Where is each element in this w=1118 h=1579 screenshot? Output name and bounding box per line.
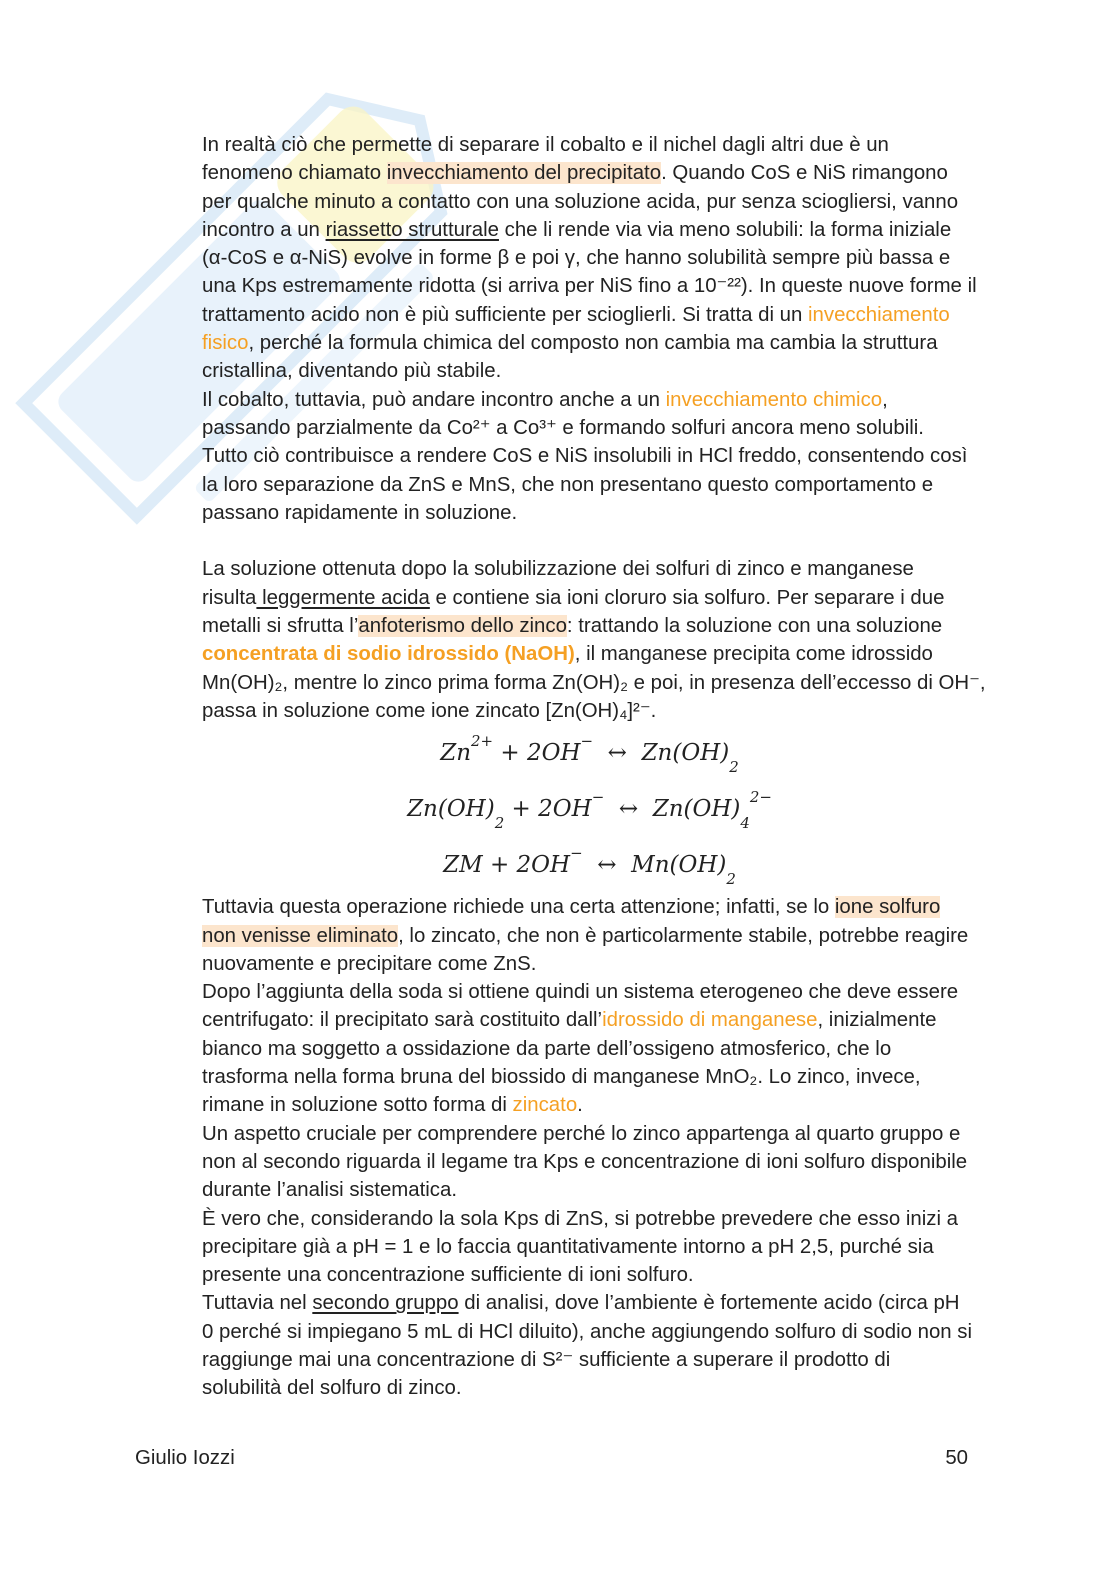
- orange-keyword: idrossido di manganese: [602, 1009, 818, 1032]
- superscript: −: [570, 844, 583, 863]
- text-segment: passano rapidamente in soluzione.: [202, 501, 518, 524]
- text-segment: , perché la formula chimica del composto non cambia ma cambia la struttura: [248, 332, 938, 355]
- text-segment: Tuttavia nel: [202, 1292, 313, 1315]
- text-segment: raggiunge mai una concentrazione di S²⁻ sufficiente a superare il prodotto di: [202, 1348, 891, 1371]
- text-line: [202, 950, 1002, 978]
- text-segment: cristallina, diventando più stabile.: [202, 360, 502, 383]
- text-line: [202, 584, 1002, 612]
- text-line: [202, 301, 1002, 329]
- text-segment: , il manganese precipita come idrossido: [574, 643, 933, 666]
- subscript: 2: [494, 814, 505, 833]
- document-body: [202, 131, 1002, 1403]
- text-line: [202, 640, 1002, 668]
- text-line: [202, 414, 1002, 442]
- superscript: −: [591, 788, 605, 807]
- equation: [202, 725, 977, 781]
- text-line: [202, 1120, 1002, 1148]
- equation: [202, 837, 977, 893]
- text-line: [202, 1289, 1002, 1317]
- text-segment: ↔ Zn(OH): [604, 796, 741, 823]
- text-segment: , inizialmente: [817, 1009, 937, 1032]
- text-segment: una Kps estremamente ridotta (si arriva per NiS fino a 10⁻²²). In queste nuove forme il: [202, 275, 977, 298]
- superscript: 2+: [471, 732, 494, 751]
- text-segment: .: [577, 1094, 583, 1117]
- footer-author: Giulio Iozzi: [135, 1447, 235, 1469]
- text-segment: , lo zincato, che non è particolarmente stabile, potrebbe reagire: [398, 924, 969, 947]
- text-line: [202, 612, 1002, 640]
- bold-orange-keyword: concentrata di sodio idrossido (NaOH): [202, 643, 575, 666]
- text-line: [202, 386, 1002, 414]
- text-line: [202, 1006, 1002, 1034]
- text-segment: Dopo l’aggiunta della soda si ottiene quindi un sistema eterogeneo che deve essere: [202, 981, 959, 1004]
- text-segment: La soluzione ottenuta dopo la solubilizzazione dei solfuri di zinco e manganese: [202, 558, 914, 581]
- text-segment: per qualche minuto a contatto con una soluzione acida, pur senza sciogliersi, vanno: [202, 190, 959, 213]
- superscript: −: [580, 732, 594, 751]
- text-segment: trasforma nella forma bruna del biossido di manganese MnO₂. Lo zinco, invece,: [202, 1066, 921, 1089]
- text-segment: Mn(OH)₂, mentre lo zinco prima forma Zn(OH)₂ e poi, in presenza dell’eccesso di OH⁻,: [202, 671, 986, 694]
- equation-block: [202, 725, 977, 893]
- text-segment: e contiene sia ioni cloruro sia solfuro. Per separare i due: [429, 586, 945, 609]
- text-segment: Zn(OH): [407, 796, 495, 823]
- text-segment: fenomeno chiamato: [202, 162, 387, 185]
- text-line: [202, 1233, 1002, 1261]
- text-segment: solubilità del solfuro di zinco.: [202, 1377, 462, 1400]
- text-segment: ↔ Mn(OH): [582, 852, 727, 879]
- text-segment: + 2OH: [504, 796, 592, 823]
- text-segment: + 2OH: [493, 740, 581, 767]
- text-segment: passa in soluzione come ione zincato [Zn(OH)₄]²⁻.: [202, 699, 657, 722]
- text-segment: Un aspetto cruciale per comprendere perché lo zinco appartenga al quarto gruppo e: [202, 1122, 961, 1145]
- text-line: [202, 1148, 1002, 1176]
- text-line: [202, 1035, 1002, 1063]
- text-segment: di analisi, dove l’ambiente è fortemente acido (circa pH: [458, 1292, 960, 1315]
- orange-keyword: zincato: [512, 1094, 578, 1117]
- text-segment: È vero che, considerando la sola Kps di ZnS, si potrebbe prevedere che esso inizi a: [202, 1207, 959, 1230]
- text-line: [202, 188, 1002, 216]
- subscript: 4: [740, 814, 750, 833]
- subscript: 2: [726, 870, 736, 889]
- text-line: [202, 697, 1002, 725]
- text-segment: Zn: [440, 740, 472, 767]
- text-line: [202, 244, 1002, 272]
- text-segment: centrifugato: il precipitato sarà costituito dall’: [202, 1009, 603, 1032]
- text-segment: risulta: [202, 586, 257, 609]
- paragraph-1: [202, 131, 1002, 527]
- text-segment: trattamento acido non è più sufficiente per scioglierli. Si tratta di un: [202, 303, 809, 326]
- text-segment: passando parzialmente da Co²⁺ a Co³⁺ e formando solfuri ancora meno solubili.: [202, 416, 924, 439]
- text-line: [202, 329, 1002, 357]
- text-line: [202, 216, 1002, 244]
- underlined-phrase: leggermente acida: [256, 586, 430, 609]
- paragraph-3: [202, 893, 1002, 1402]
- text-segment: (α-CoS e α-NiS) evolve in forme β e poi γ, che hanno solubilità sempre più bassa e: [202, 247, 951, 270]
- underlined-phrase: secondo gruppo: [312, 1292, 459, 1315]
- text-line: [202, 272, 1002, 300]
- text-line: [202, 471, 1002, 499]
- highlighted-phrase: anfoterismo dello zinco: [358, 615, 567, 638]
- text-line: [202, 1346, 1002, 1374]
- text-segment: 0 perché si impiegano 5 mL di HCl diluito), anche aggiungendo solfuro di sodio non si: [202, 1320, 973, 1343]
- text-line: [202, 669, 1002, 697]
- text-line: [202, 1205, 1002, 1233]
- superscript: 2−: [749, 788, 772, 807]
- text-segment: che li rende via via meno solubili: la forma iniziale: [498, 218, 952, 241]
- text-segment: presente una concentrazione sufficiente di ioni solfuro.: [202, 1264, 694, 1287]
- underlined-phrase: riassetto strutturale: [325, 218, 499, 241]
- text-segment: nuovamente e precipitare come ZnS.: [202, 952, 537, 975]
- text-line: [202, 1318, 1002, 1346]
- text-line: [202, 1091, 1002, 1119]
- subscript: 2: [729, 758, 739, 777]
- text-line: [202, 893, 1002, 921]
- blank-line: [202, 527, 1002, 555]
- text-segment: non al secondo riguarda il legame tra Kps e concentrazione di ioni solfuro disponibile: [202, 1150, 968, 1173]
- text-segment: Tutto ciò contribuisce a rendere CoS e NiS insolubili in HCl freddo, consentendo così: [202, 445, 968, 468]
- text-line: [202, 922, 1002, 950]
- text-segment: durante l’analisi sistematica.: [202, 1179, 458, 1202]
- equation: [202, 781, 977, 837]
- text-line: [202, 555, 1002, 583]
- highlighted-phrase: non venisse eliminato: [202, 924, 399, 947]
- text-line: [202, 1063, 1002, 1091]
- text-segment: metalli si sfrutta l’: [202, 615, 359, 638]
- text-segment: Il cobalto, tuttavia, può andare incontro anche a un: [202, 388, 666, 411]
- orange-keyword: fisico: [202, 332, 249, 355]
- text-line: [202, 978, 1002, 1006]
- text-segment: ZM + 2OH: [443, 852, 571, 879]
- paragraph-2: [202, 555, 1002, 725]
- highlighted-phrase: ione solfuro: [834, 896, 941, 919]
- text-segment: Tuttavia questa operazione richiede una certa attenzione; infatti, se lo: [202, 896, 835, 919]
- text-line: [202, 442, 1002, 470]
- orange-keyword: invecchiamento chimico: [665, 388, 883, 411]
- highlighted-phrase: invecchiamento del precipitato: [386, 162, 662, 185]
- text-segment: ,: [882, 388, 888, 411]
- text-line: [202, 1261, 1002, 1289]
- text-segment: bianco ma soggetto a ossidazione da parte dell’ossigeno atmosferico, che lo: [202, 1037, 892, 1060]
- text-line: [202, 131, 1002, 159]
- text-segment: rimane in soluzione sotto forma di: [202, 1094, 513, 1117]
- text-segment: In realtà ciò che permette di separare il cobalto e il nichel dagli altri due è un: [202, 134, 889, 156]
- text-line: [202, 1176, 1002, 1204]
- text-line: [202, 159, 1002, 187]
- text-line: [202, 357, 1002, 385]
- text-segment: . Quando CoS e NiS rimangono: [661, 162, 948, 185]
- text-line: [202, 1374, 1002, 1402]
- text-line: [202, 499, 1002, 527]
- orange-keyword: invecchiamento: [808, 303, 950, 326]
- text-segment: ↔ Zn(OH): [593, 740, 730, 767]
- text-segment: incontro a un: [202, 218, 326, 241]
- text-segment: : trattando la soluzione con una soluzione: [566, 615, 943, 638]
- page-number: 50: [945, 1447, 968, 1469]
- text-segment: precipitare già a pH = 1 e lo faccia quantitativamente intorno a pH 2,5, purché sia: [202, 1235, 934, 1258]
- text-segment: la loro separazione da ZnS e MnS, che non presentano questo comportamento e: [202, 473, 934, 496]
